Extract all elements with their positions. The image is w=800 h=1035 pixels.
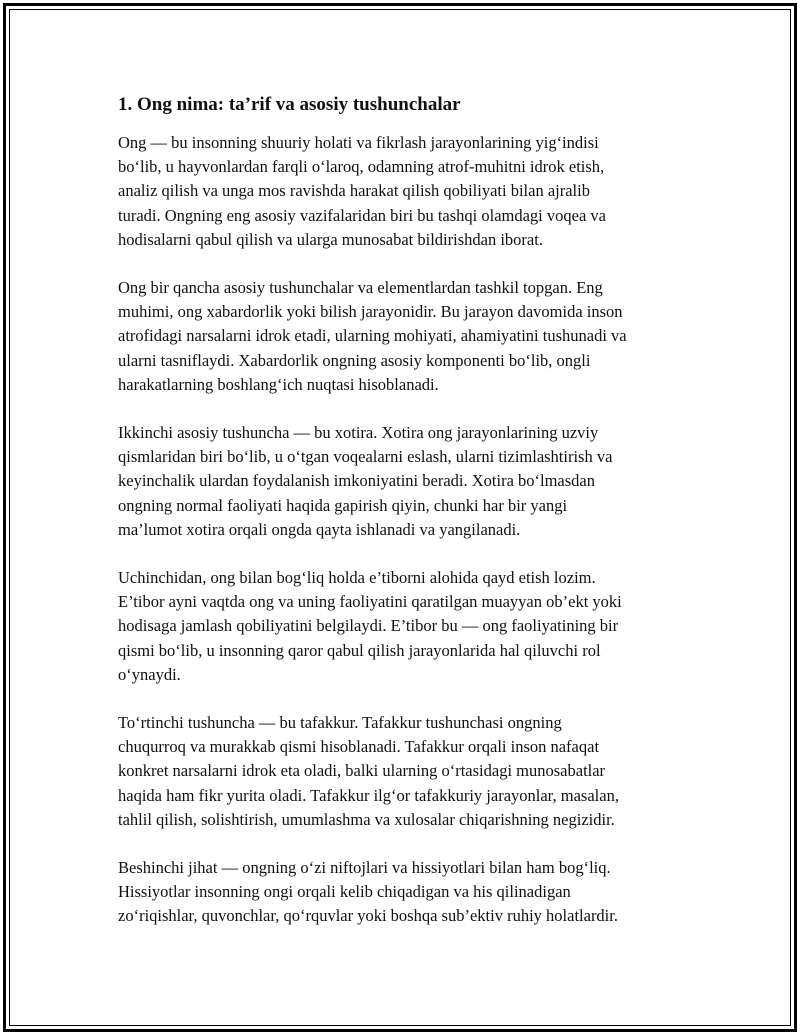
paragraph-3 xyxy=(118,421,688,542)
paragraph-2 xyxy=(118,276,688,397)
text-line: analiz qilish va unga mos ravishda harakat qilish qobiliyati bilan ajralib xyxy=(118,181,590,201)
text-line: To‘rtinchi tushuncha — bu tafakkur. Tafakkur tushunchasi ongning xyxy=(118,713,562,733)
text-line: qismi bo‘lib, u insonning qaror qabul qilish jarayonlarida hal qiluvchi rol xyxy=(118,640,601,660)
text-line: atrofidagi narsalarni idrok etadi, ularning mohiyati, ahamiyatini tushunadi va xyxy=(118,326,627,346)
text-line: hodisaga jamlash qobiliyatini belgilaydi. E’tibor bu — ong faoliyatining bir xyxy=(118,616,619,636)
text-line: zo‘riqishlar, quvonchlar, qo‘rquvlar yoki boshqa sub’ektiv ruhiy holatlardir. xyxy=(118,906,618,926)
text-line: tahlil qilish, solishtirish, umumlashma va xulosalar chiqarishning negizidir. xyxy=(118,809,615,829)
text-line: bo‘lib, u hayvonlardan farqli o‘laroq, odamning atrof-muhitni idrok etish, xyxy=(118,157,605,177)
text-line: E’tibor ayni vaqtda ong va uning faoliyatini qaratilgan muayyan ob’ekt yoki xyxy=(118,592,622,612)
text-line: ularni tasniflaydi. Xabardorlik ongning asosiy komponenti bo‘lib, ongli xyxy=(118,350,591,370)
paragraph-1 xyxy=(118,131,688,252)
text-line: keyinchalik ulardan foydalanish imkoniyatini beradi. Xotira bo‘lmasdan xyxy=(118,471,595,491)
document-body xyxy=(118,92,688,953)
paragraph-4 xyxy=(118,566,688,687)
text-line: harakatlarning boshlang‘ich nuqtasi hisoblanadi. xyxy=(118,374,439,394)
text-line: ongning normal faoliyati haqida gapirish qiyin, chunki har bir yangi xyxy=(118,495,568,515)
text-line: chuqurroq va murakkab qismi hisoblanadi. Tafakkur orqali inson nafaqat xyxy=(118,737,600,757)
section-heading: 1. Ong nima: ta’rif va asosiy tushunchalar xyxy=(118,94,461,115)
text-line: Uchinchidan, ong bilan bog‘liq holda e’tiborni alohida qayd etish lozim. xyxy=(118,568,596,588)
text-line: haqida ham fikr yurita oladi. Tafakkur ilg‘or tafakkuriy jarayonlar, masalan, xyxy=(118,785,619,805)
text-line: Ikkinchi asosiy tushuncha — bu xotira. Xotira ong jarayonlarining uzviy xyxy=(118,423,599,443)
text-line: muhimi, ong xabardorlik yoki bilish jarayonidir. Bu jarayon davomida inson xyxy=(118,302,623,322)
text-line: turadi. Ongning eng asosiy vazifalaridan biri bu tashqi olamdagi voqea va xyxy=(118,205,606,225)
text-line: hodisalarni qabul qilish va ularga munosabat bildirishdan iborat. xyxy=(118,229,543,249)
text-line: konkret narsalarni idrok eta oladi, balki ularning o‘rtasidagi munosabatlar xyxy=(118,761,606,781)
text-line: Beshinchi jihat — ongning o‘zi niftojlari va hissiyotlari bilan ham bog‘liq. xyxy=(118,858,611,878)
text-line: qismlaridan biri bo‘lib, u o‘tgan voqealarni eslash, ularni tizimlashtirish va xyxy=(118,447,613,467)
paragraph-6 xyxy=(118,856,688,929)
text-line: Ong — bu insonning shuuriy holati va fikrlash jarayonlarining yig‘indisi xyxy=(118,133,599,152)
text-line: Ong bir qancha asosiy tushunchalar va elementlardan tashkil topgan. Eng xyxy=(118,278,603,298)
text-line: o‘ynaydi. xyxy=(118,664,181,684)
text-line: Hissiyotlar insonning ongi orqali kelib chiqadigan va his qilinadigan xyxy=(118,882,571,902)
text-line: ma’lumot xotira orqali ongda qayta ishlanadi va yangilanadi. xyxy=(118,519,521,539)
paragraph-5 xyxy=(118,711,688,832)
